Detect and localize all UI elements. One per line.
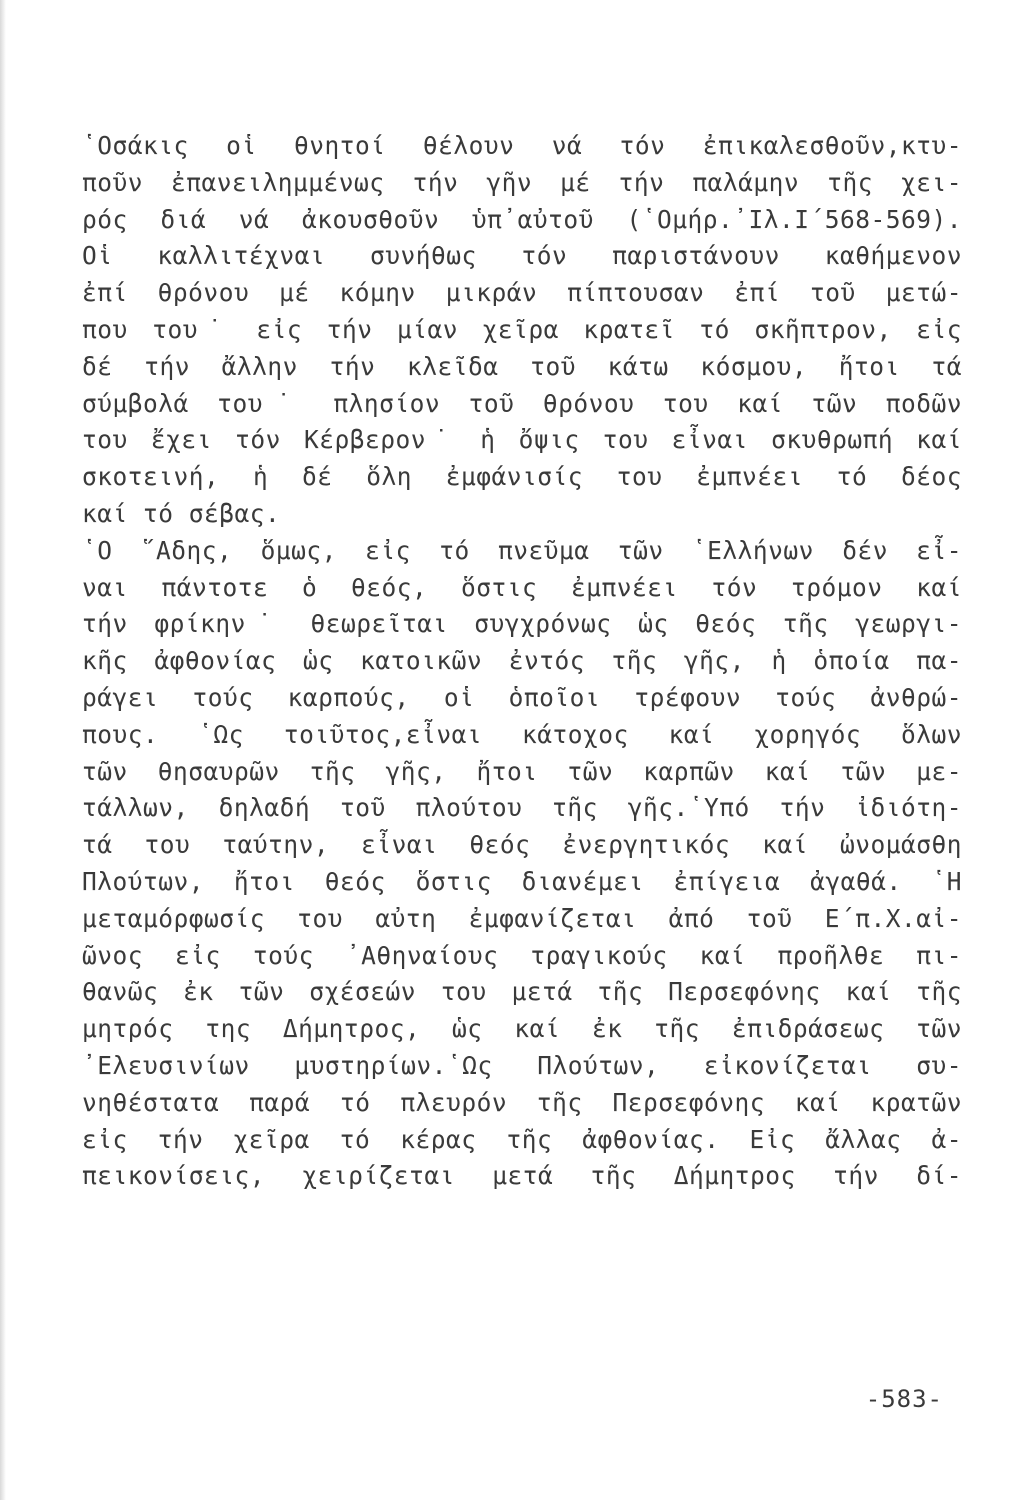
text-line: ρός διά νά ἀκουσθοῦν ὑπ᾽αὐτοῦ (῾Ομήρ.᾽Ιλ.Ι΄568-569).	[82, 204, 962, 234]
page-binding-edge	[0, 0, 6, 1500]
text-line: εἰς τήν χεῖρα τό κέρας τῆς ἀφθονίας. Εἰς ἄλλας ἀ-	[82, 1124, 962, 1154]
text-line: τῶν θησαυρῶν τῆς γῆς, ἤτοι τῶν καρπῶν καί τῶν με-	[82, 756, 962, 786]
text-line: τάλλων, δηλαδή τοῦ πλούτου τῆς γῆς.῾Υπό τήν ἰδιότη-	[82, 793, 962, 823]
text-line: δέ τήν ἄλλην τήν κλεῖδα τοῦ κάτω κόσμου, ἤτοι τά	[82, 351, 962, 381]
text-line: ράγει τούς καρπούς, οἱ ὁποῖοι τρέφουν τούς ἀνθρώ-	[82, 682, 962, 712]
text-line: που του˙ εἰς τήν μίαν χεῖρα κρατεῖ τό σκῆπτρον, εἰς	[82, 314, 962, 344]
text-line: ῾Ο ῞Αδης, ὅμως, εἰς τό πνεῦμα τῶν ῾Ελλήνων δέν εἶ-	[82, 535, 962, 565]
text-line: ᾽Ελευσινίων μυστηρίων.῾Ως Πλούτων, εἰκονίζεται συ-	[82, 1050, 962, 1080]
text-line: θανῶς ἐκ τῶν σχέσεών του μετά τῆς Περσεφόνης καί τῆς	[82, 977, 962, 1007]
text-line: ποῦν ἐπανειλημμένως τήν γῆν μέ τήν παλάμην τῆς χει-	[82, 167, 962, 197]
text-line: καί τό σέβας.	[82, 498, 281, 528]
text-line: πους. ῾Ως τοιῦτος,εἶναι κάτοχος καί χορηγός ὅλων	[82, 719, 962, 749]
text-line: σύμβολά του˙ πλησίον τοῦ θρόνου του καί τῶν ποδῶν	[82, 388, 962, 418]
text-line: πεικονίσεις, χειρίζεται μετά τῆς Δήμητρος τήν δί-	[82, 1161, 962, 1191]
text-line: Οἱ καλλιτέχναι συνήθως τόν παριστάνουν καθήμενον	[82, 241, 962, 271]
text-line: νηθέστατα παρά τό πλευρόν τῆς Περσεφόνης καί κρατῶν	[82, 1087, 962, 1117]
text-line: τά του ταύτην, εἶναι θεός ἐνεργητικός καί ὠνομάσθη	[82, 830, 962, 860]
text-line: μητρός της Δήμητρος, ὡς καί ἐκ τῆς ἐπιδράσεως τῶν	[82, 1014, 962, 1044]
text-line: ναι πάντοτε ὁ θεός, ὅστις ἐμπνέει τόν τρόμον καί	[82, 572, 962, 602]
page-number: -583-	[865, 1385, 943, 1413]
text-line: σκοτεινή, ἡ δέ ὅλη ἐμφάνισίς του ἐμπνέει τό δέος	[82, 462, 962, 492]
text-line: του ἔχει τόν Κέρβερον˙ ἡ ὄψις του εἶναι σκυθρωπή καί	[82, 425, 962, 455]
text-line: Πλούτων, ἤτοι θεός ὅστις διανέμει ἐπίγεια ἀγαθά. ῾Η	[82, 866, 962, 896]
text-line: ῾Οσάκις οἱ θνητοί θέλουν νά τόν ἐπικαλεσθοῦν,κτυ-	[82, 131, 962, 160]
body-text	[82, 128, 962, 1195]
text-line: τήν φρίκην˙ θεωρεῖται συγχρόνως ὡς θεός τῆς γεωργι-	[82, 609, 962, 639]
text-line: ῶνος εἰς τούς ᾽Αθηναίους τραγικούς καί προῆλθε πι-	[82, 940, 962, 970]
text-line: κῆς ἀφθονίας ὡς κατοικῶν ἐντός τῆς γῆς, ἡ ὁποία πα-	[82, 646, 962, 676]
text-line: ἐπί θρόνου μέ κόμην μικράν πίπτουσαν ἐπί τοῦ μετώ-	[82, 278, 962, 308]
text-line: μεταμόρφωσίς του αὐτη ἐμφανίζεται ἀπό τοῦ Ε΄π.Χ.αἰ-	[82, 903, 962, 933]
